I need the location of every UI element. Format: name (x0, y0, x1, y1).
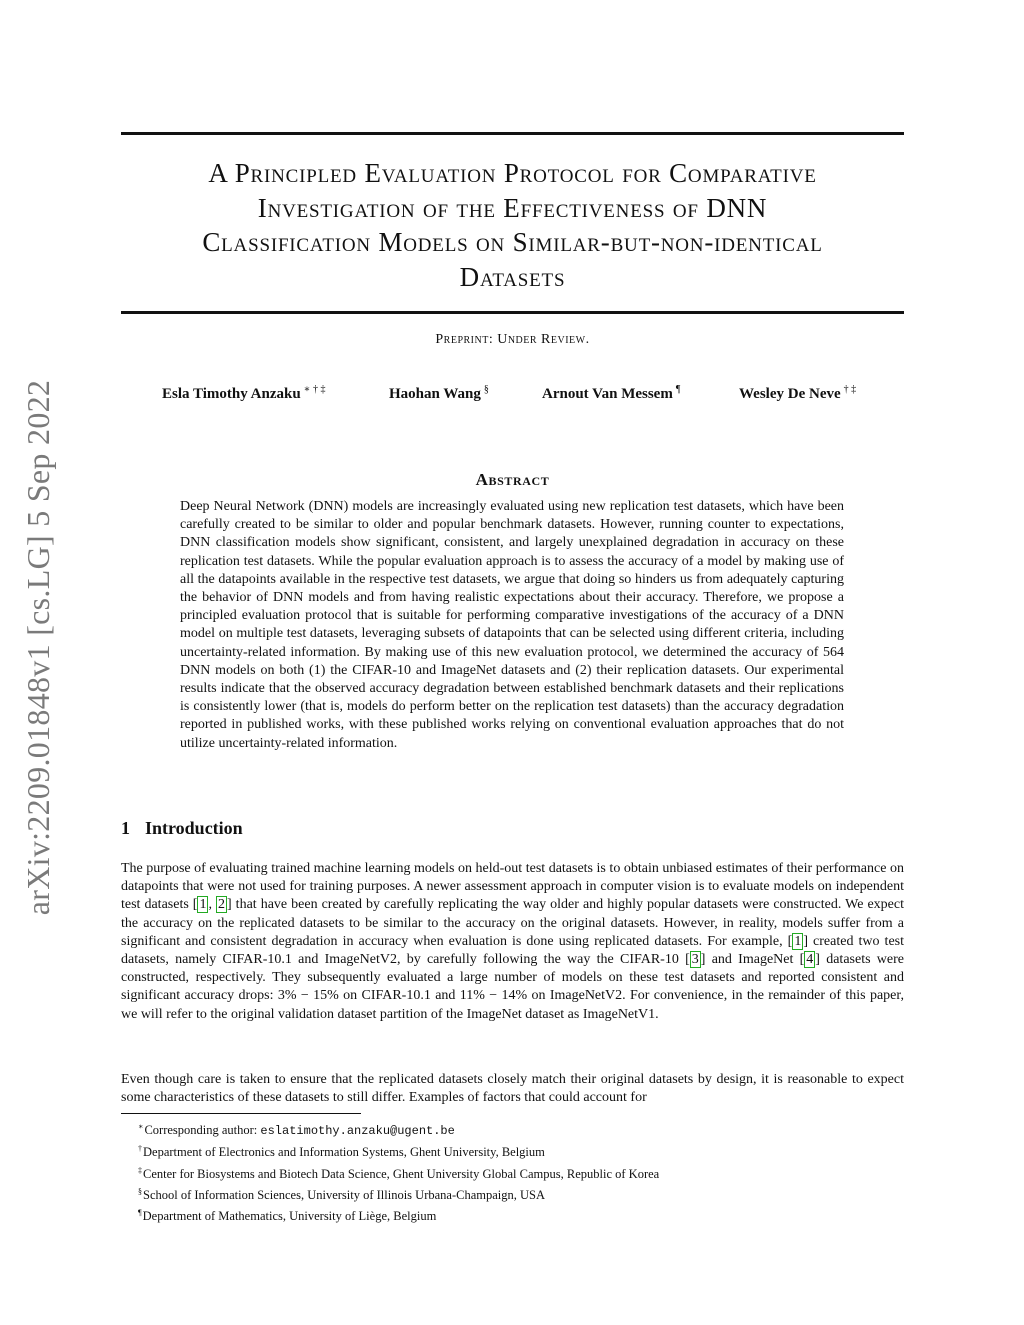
author (739, 384, 856, 403)
footnote-rule (121, 1113, 361, 1114)
arxiv-side-stamp (10, 362, 68, 932)
footnote (138, 1183, 898, 1204)
footnote (138, 1118, 898, 1140)
footnote-text: School of Information Sciences, University of Illinois Urbana-Champaign, USA (143, 1188, 546, 1203)
author-name: Haohan Wang (389, 386, 481, 402)
citation-link[interactable]: 3 (691, 952, 699, 968)
preprint-label: Preprint: Under Review. (435, 332, 590, 347)
abstract-heading: Abstract (475, 470, 550, 489)
title-line-4: Datasets (459, 261, 566, 292)
footnote-mark: ‡ (138, 1165, 142, 1175)
paragraph-text: ] datasets were constructed, respectively. They subsequently evaluated a large number of models on these test datasets and reported consistent and significant accuracy drops: 3% − 15% on CIFAR-10.1 and 11% − 14% on ImageNetV2. For convenience, in the remainder of this paper, we will refer to the original validation dataset partition of the ImageNet dataset as ImageNetV1. (121, 952, 904, 1022)
paragraph-text: ] and ImageNet [ (700, 952, 805, 968)
paragraph-text: The purpose of evaluating trained machine learning models on held-out test datasets is to obtain unbiased estimates of their performance on datapoints that were not used for training purposes. A newer assessment approach in computer vision is to evaluate models on independent test datasets [ (121, 861, 904, 913)
author-affiliation-marks: § (483, 384, 489, 395)
intro-paragraph-2: Even though care is taken to ensure that the replicated datasets closely match their original datasets by design, it is reasonable to expect some characteristics of these datasets to still differ. Examples of factors that could account for (121, 1072, 904, 1106)
author-list (121, 384, 904, 408)
footnote (138, 1140, 898, 1161)
arxiv-stamp-text: arXiv:2209.01848v1 [cs.LG] 5 Sep 2022 (20, 379, 57, 915)
footnote-text: Department of Electronics and Information Systems, Ghent University, Belgium (143, 1145, 545, 1160)
footnote-mark: † (138, 1144, 142, 1154)
footnote-mark: ∗ (138, 1122, 144, 1131)
intro-paragraph-1 (121, 860, 904, 1024)
footnote-text: Center for Biosystems and Biotech Data Science, Ghent University Global Campus, Republic of Korea (143, 1166, 660, 1181)
citation-link[interactable]: 2 (218, 897, 225, 913)
author (542, 384, 680, 403)
author-affiliation-marks: † ‡ (843, 384, 857, 395)
footnote-text: Department of Mathematics, University of Liège, Belgium (142, 1209, 437, 1224)
corresponding-email[interactable]: eslatimothy.anzaku@ugent.be (260, 1124, 455, 1139)
section-title: Introduction (145, 818, 243, 838)
paragraph-text: ] created two test datasets, namely CIFAR-10.1 and ImageNetV2, by carefully following the way the CIFAR-10 [ (121, 933, 904, 968)
abstract-text: Deep Neural Network (DNN) models are increasingly evaluated using new replication test datasets, which have been carefully created to be similar to older and popular benchmark datasets. However, running counter to expectations, DNN classification models show significant, consistent, and largely unexplained degradation in accuracy on these replication test datasets. While the popular evaluation approach is to assess the accuracy of a model by making use of all the datapoints available in the respective test datasets, we argue that doing so hinders us from adequately capturing the behavior of DNN models and from having realistic expectations about their accuracy. Therefore, we propose a principled evaluation protocol that is suitable for performing comparative investigations of the accuracy of a DNN model on multiple test datasets, leveraging subsets of datapoints that can be selected using different criteria, including uncertainty-related information. By making use of this new evaluation protocol, we determined the accuracy of 564 DNN models on both (1) the CIFAR-10 and ImageNet datasets and (2) their replication datasets. Our experimental results indicate that the observed accuracy degradation between established benchmark datasets and their replications is consistently lower (that is, models do perform better on the replication test datasets) than the accuracy degradation reported in published works, with these published works relying on conventional evaluation approaches that do not utilize uncertainty-related information. (180, 499, 844, 751)
footnote-mark: § (138, 1187, 142, 1197)
footnotes (138, 1118, 898, 1226)
citation-link[interactable]: 1 (794, 933, 802, 949)
paragraph-text: , (208, 897, 216, 913)
author-affiliation-marks: ¶ (675, 384, 681, 395)
title-line-3: Classification Models on Similar-but-non-identical (202, 227, 823, 257)
title-line-1: A Principled Evaluation Protocol for Comparative (208, 158, 817, 188)
footnote (138, 1162, 898, 1183)
title-rule-bottom (121, 311, 904, 314)
author (162, 384, 325, 403)
author-name: Wesley De Neve (739, 386, 841, 402)
author-name: Esla Timothy Anzaku (162, 386, 301, 402)
paragraph-text: ] that have been created by carefully replicating the way older and highly popular datasets were constructed. We expect the accuracy on the replicated datasets to be similar to the accuracy on the original datasets. However, in reality, models suffer from a significant and consistent degradation in accuracy when evaluation is done using replicated datasets. For example, [ (121, 897, 904, 949)
footnote-mark: ¶ (138, 1208, 142, 1218)
citation-link[interactable]: 4 (806, 952, 814, 968)
section-number: 1 (121, 818, 130, 838)
paper-title (121, 156, 904, 294)
section-heading (121, 818, 243, 839)
author-affiliation-marks: ∗ † ‡ (303, 384, 326, 395)
author-name: Arnout Van Messem (542, 386, 673, 402)
footnote (138, 1204, 898, 1225)
author (389, 384, 489, 403)
title-line-2: Investigation of the Effectiveness of DNN (257, 192, 768, 223)
title-rule-top (121, 132, 904, 135)
footnote-text: Corresponding author: (144, 1123, 261, 1138)
citation-link[interactable]: 1 (199, 897, 207, 913)
